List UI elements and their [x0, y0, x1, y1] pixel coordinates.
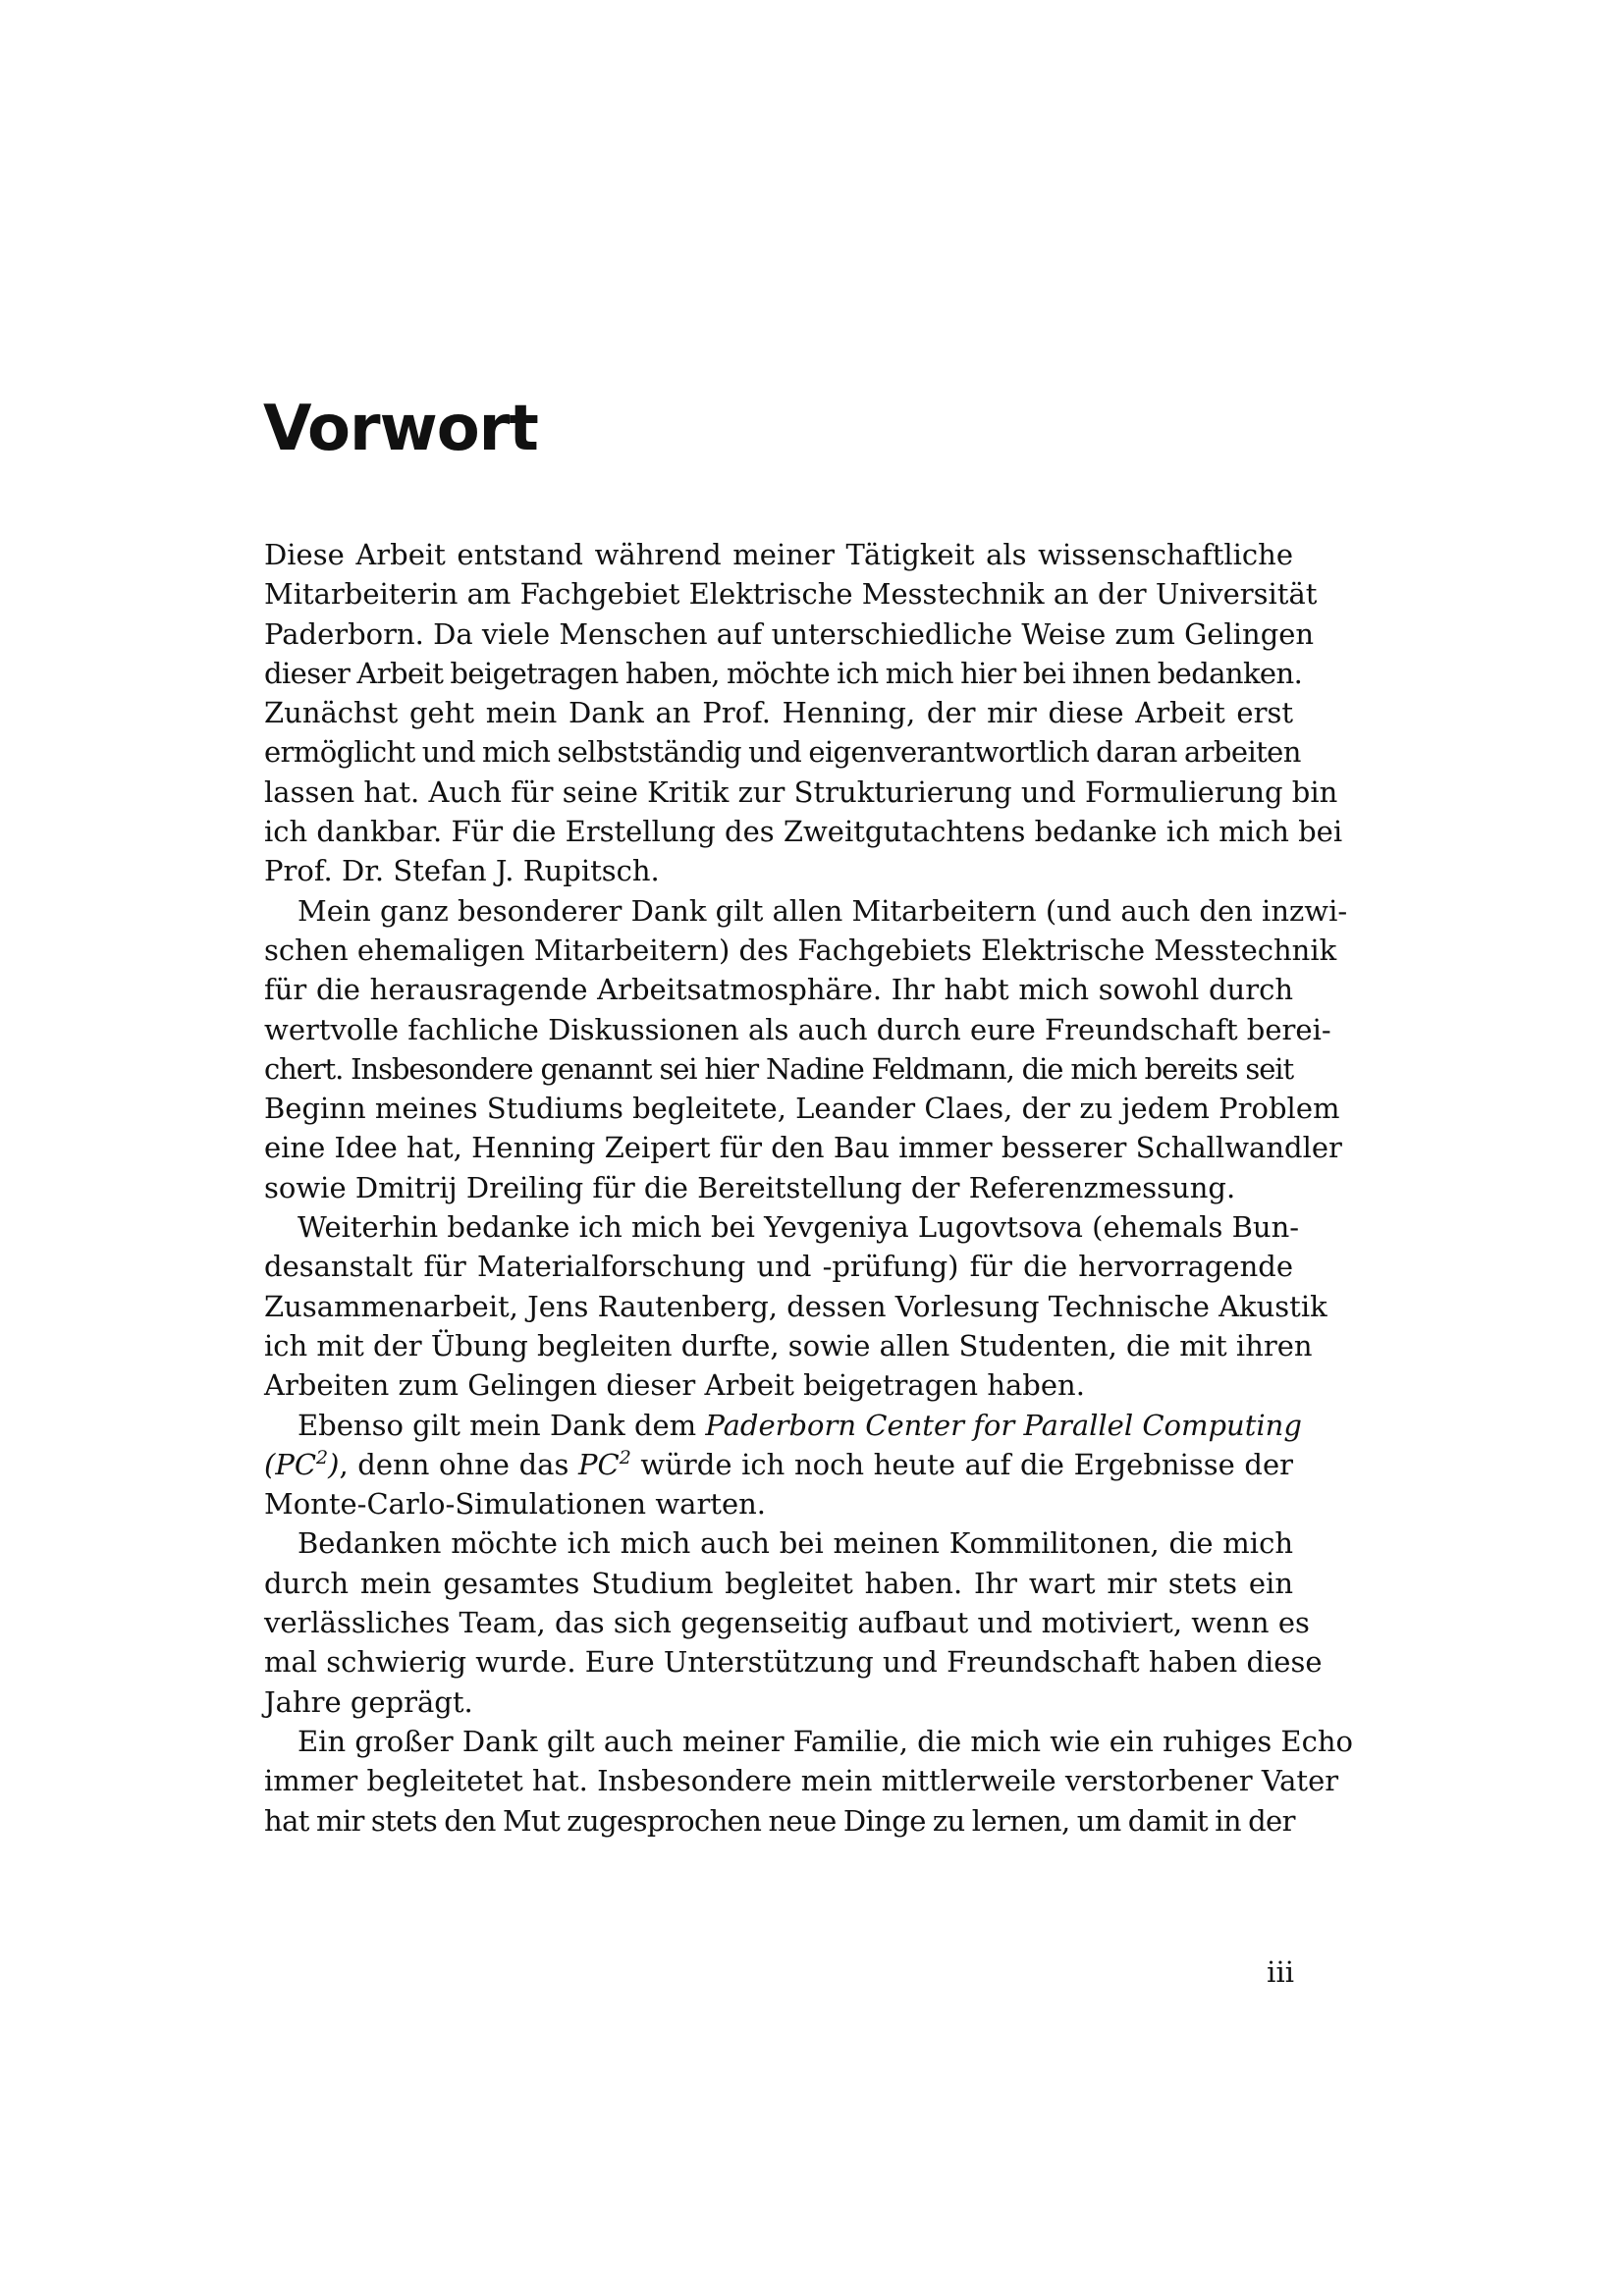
text-line: Mitarbeiterin am Fachgebiet Elektrische Messtechnik an der Universität — [264, 577, 1318, 612]
text-line: Diese Arbeit entstand während meiner Tätigkeit als wissenschaftliche — [264, 538, 1293, 571]
text-line: Weiterhin bedanke ich mich bei Yevgeniya Lugovtsova (ehemals Bun- — [298, 1210, 1300, 1245]
text-line: Paderborn. Da viele Menschen auf unterschiedliche Weise zum Gelingen — [264, 616, 1315, 651]
text-line — [264, 1406, 1302, 1445]
text-line: Ein großer Dank gilt auch meiner Familie, die mich wie ein ruhiges Echo — [298, 1724, 1353, 1758]
text-line: verlässliches Team, das sich gegenseitig aufbaut und motiviert, wenn es — [264, 1606, 1310, 1640]
paragraph-6 — [264, 1722, 1353, 1841]
text-line: Monte-Carlo-Simulationen warten. — [264, 1487, 767, 1522]
text-line: wertvolle fachliche Diskussionen als auch durch eure Freundschaft berei- — [264, 1012, 1331, 1046]
text-line: Zunächst geht mein Dank an Prof. Henning, der mir diese Arbeit erst — [264, 696, 1293, 730]
text-fragment: PC — [577, 1447, 620, 1481]
text-line: schen ehemaligen Mitarbeitern) des Fachgebiets Elektrische Messtechnik — [264, 933, 1337, 967]
text-fragment: würde ich noch heute auf die Ergebnisse der — [640, 1447, 1294, 1481]
text-line: Beginn meines Studiums begleitete, Leander Claes, der zu jedem Problem — [264, 1092, 1340, 1126]
text-line — [264, 1445, 1293, 1484]
text-line: Arbeiten zum Gelingen dieser Arbeit beigetragen haben. — [264, 1368, 1085, 1403]
paragraph-4 — [264, 1406, 1302, 1524]
text-line: Mein ganz besonderer Dank gilt allen Mitarbeitern (und auch den inzwi- — [298, 893, 1348, 928]
paragraph-1 — [264, 535, 1343, 891]
text-line: ich mit der Übung begleiten durfte, sowie allen Studenten, die mit ihren — [264, 1328, 1313, 1362]
text-fragment: ) — [328, 1447, 340, 1481]
text-line: mal schwierig wurde. Eure Unterstützung und Freundschaft haben diese — [264, 1645, 1323, 1680]
text-line: für die herausragende Arbeitsatmosphäre. Ihr habt mich sowohl durch — [264, 973, 1293, 1007]
paragraph-5 — [264, 1523, 1323, 1721]
text-line: ermöglicht und mich selbstständig und eigenverantwortlich daran arbeiten — [264, 735, 1301, 770]
paragraph-2 — [264, 891, 1348, 1207]
text-line: dieser Arbeit beigetragen haben, möchte ich mich hier bei ihnen bedanken. — [264, 656, 1303, 690]
pc2-symbol — [578, 1448, 631, 1481]
text-line: ich dankbar. Für die Erstellung des Zweitgutachtens bedanke ich mich bei — [264, 815, 1343, 849]
paragraph-3 — [264, 1207, 1327, 1405]
body-text — [264, 535, 1353, 1841]
text-fragment: , denn ohne das — [339, 1447, 569, 1481]
text-line: Jahre geprägt. — [264, 1684, 473, 1719]
text-line: Zusammenarbeit, Jens Rautenberg, dessen Vorlesung Technische Akustik — [264, 1289, 1327, 1323]
text-line: immer begleitetet hat. Insbesondere mein mittlerweile verstorbener Vater — [264, 1764, 1339, 1798]
text-line: Prof. Dr. Stefan J. Rupitsch. — [264, 854, 660, 888]
text-line: Bedanken möchte ich mich auch bei meinen Kommilitonen, die mich — [298, 1526, 1293, 1561]
text-line: hat mir stets den Mut zugesprochen neue Dinge zu lernen, um damit in der — [264, 1803, 1295, 1838]
text-line: eine Idee hat, Henning Zeipert für den Bau immer besserer Schallwandler — [264, 1131, 1342, 1165]
chapter-title: Vorwort — [263, 393, 538, 465]
text-line: desanstalt für Materialforschung und -prüfung) für die hervorragende — [264, 1250, 1293, 1284]
pc2-abbreviation — [264, 1448, 339, 1481]
page-number: iii — [1267, 1955, 1294, 1989]
pc2-center-name: Paderborn Center for Parallel Computing — [705, 1408, 1302, 1442]
text-line: chert. Insbesondere genannt sei hier Nadine Feldmann, die mich bereits seit — [264, 1051, 1293, 1086]
text-fragment: Ebenso gilt mein Dank dem — [298, 1408, 697, 1442]
text-line: durch mein gesamtes Studium begleitet haben. Ihr wart mir stets ein — [264, 1566, 1293, 1600]
text-fragment: (PC — [264, 1447, 317, 1481]
text-line: sowie Dmitrij Dreiling für die Bereitstellung der Referenzmessung. — [264, 1170, 1236, 1204]
superscript: 2 — [316, 1446, 329, 1468]
text-line: lassen hat. Auch für seine Kritik zur Strukturierung und Formulierung bin — [264, 774, 1338, 809]
superscript: 2 — [619, 1446, 631, 1468]
